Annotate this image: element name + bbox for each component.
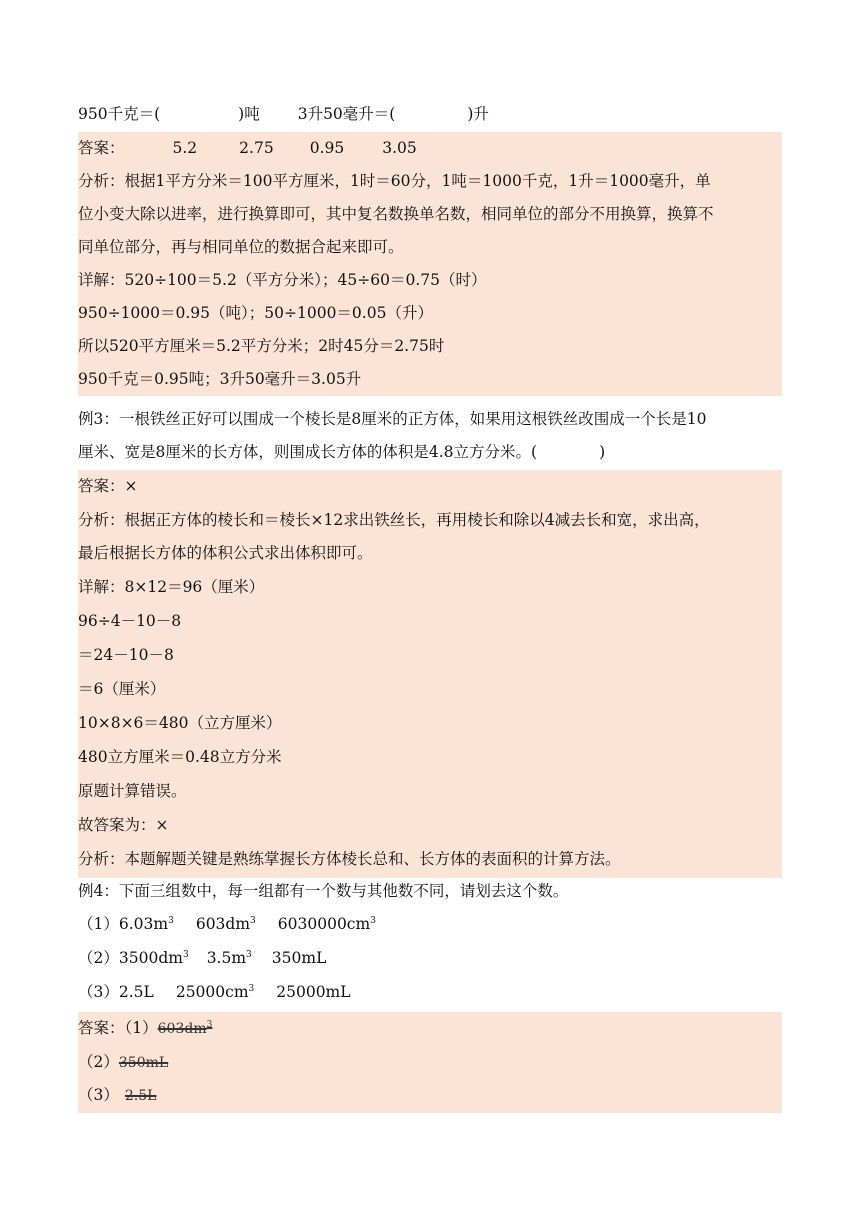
group-label: （3）	[78, 983, 119, 1001]
superscript: 3	[168, 916, 174, 926]
answer-line	[78, 1046, 782, 1079]
detail-line: 详解：520÷100＝5.2（平方分米）；45÷60＝0.75（时）	[78, 271, 487, 289]
text: 厘米、宽是8厘米的长方体，则围成长方体的体积是4.8立方分米。(	[78, 443, 538, 461]
group-value: 3.5m	[206, 949, 247, 967]
group-value: 25000mL	[276, 983, 351, 1001]
text: )吨	[238, 105, 260, 123]
exercise-line-conversion	[78, 98, 782, 131]
detail-line: 96÷4－10－8	[78, 612, 182, 630]
struck-answer: 350mL	[118, 1055, 169, 1071]
superscript: 3	[246, 950, 252, 960]
answer-line: 答案：×	[78, 477, 138, 495]
question-line: 例3：一根铁丝正好可以围成一个棱长是8厘米的正方体，如果用这根铁丝改围成一个长是10	[78, 410, 707, 428]
detail-line: 详解：8×12＝96（厘米）	[78, 578, 265, 596]
group-label: （2）	[78, 1053, 119, 1071]
detail-line: 所以520平方厘米＝5.2平方分米；2时45分＝2.75时	[78, 337, 445, 355]
answer-line	[78, 1012, 782, 1045]
answer-block-ex2	[78, 132, 782, 396]
group-label: （1）	[78, 915, 119, 933]
superscript: 3	[248, 984, 255, 994]
answer-value: 3.05	[382, 139, 417, 157]
text: 950千克＝(	[78, 105, 161, 123]
detail-line: 480立方厘米＝0.48立方分米	[78, 748, 282, 766]
superscript: 3	[182, 950, 189, 960]
summary-line: 分析：本题解题关键是熟练掌握长方体棱长总和、长方体的表面积的计算方法。	[78, 850, 621, 868]
answer-line	[78, 132, 782, 165]
superscript: 3	[370, 916, 376, 926]
text: )升	[467, 105, 489, 123]
answer-value: 0.95	[309, 139, 345, 157]
analysis-line: 分析：根据正方体的棱长和＝棱长×12求出铁丝长，再用棱长和除以4减去长和宽，求出高，	[78, 511, 710, 529]
analysis-line: 同单位部分，再与相同单位的数据合起来即可。	[78, 238, 404, 256]
group-value: 350mL	[271, 949, 327, 967]
detail-line: 原题计算错误。	[78, 782, 187, 800]
answer-block-ex3	[78, 470, 782, 878]
detail-line: 950千克＝0.95吨；3升50毫升＝3.05升	[78, 370, 362, 388]
struck-value: 603dm	[157, 1021, 207, 1037]
question-line: 例4：下面三组数中，每一组都有一个数与其他数不同，请划去这个数。	[78, 882, 569, 900]
answer-label: 答案：	[78, 139, 125, 157]
group-value: 603dm	[195, 915, 251, 933]
analysis-line: 位小变大除以进率，进行换算即可，其中复名数换单名数，相同单位的部分不用换算，换算不	[78, 205, 714, 223]
struck-answer	[158, 1021, 213, 1037]
superscript: 3	[206, 1020, 213, 1030]
text: 3升50毫升＝(	[297, 105, 396, 123]
group-label: （2）	[78, 949, 119, 967]
group-value: 3500dm	[118, 949, 183, 967]
answer-label: 答案：	[78, 1019, 125, 1037]
question-line	[78, 436, 782, 469]
struck-answer: 2.5L	[124, 1088, 157, 1104]
detail-line: 10×8×6＝480（立方厘米）	[78, 714, 282, 732]
analysis-line: 最后根据长方体的体积公式求出体积即可。	[78, 544, 373, 562]
text: )	[599, 443, 606, 461]
group-value: 2.5L	[118, 983, 154, 1001]
answer-value: 2.75	[239, 139, 274, 157]
group-3-line	[78, 976, 782, 1009]
answer-block-ex4	[78, 1012, 782, 1113]
answer-line	[78, 1079, 782, 1112]
group-value: 6.03m	[118, 915, 169, 933]
group-label: （3）	[78, 1086, 119, 1104]
superscript: 3	[250, 916, 256, 926]
group-2-line	[78, 942, 782, 975]
detail-line: 950÷1000＝0.95（吨）；50÷1000＝0.05（升）	[78, 304, 433, 322]
detail-line: ＝6（厘米）	[78, 680, 166, 698]
group-1-line	[78, 908, 782, 941]
detail-line: 故答案为：×	[78, 816, 169, 834]
detail-line: ＝24－10－8	[78, 646, 174, 664]
group-label: （1）	[124, 1019, 158, 1037]
answer-value: 5.2	[172, 139, 198, 157]
group-value: 25000cm	[175, 983, 249, 1001]
group-value: 6030000cm	[277, 915, 371, 933]
analysis-line: 分析：根据1平方分米＝100平方厘米，1时＝60分，1吨＝1000千克，1升＝1000毫升，单	[78, 172, 711, 190]
